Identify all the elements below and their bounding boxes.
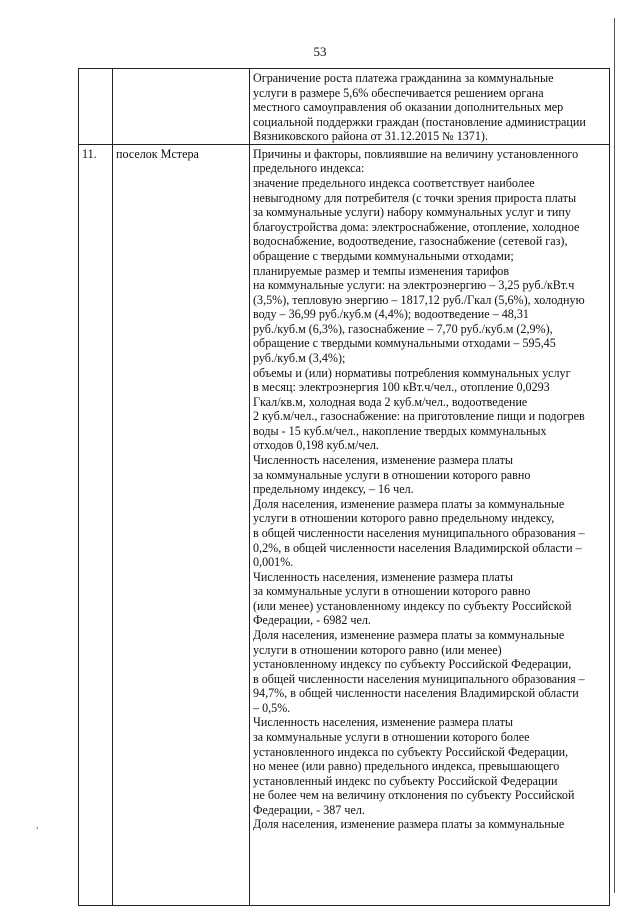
text-line: невыгодному для потребителя (с точки зрения прироста платы — [253, 190, 577, 205]
text-line: Федерации, - 387 чел. — [253, 802, 365, 817]
text-line: Численность населения, изменение размера платы — [253, 453, 513, 468]
text-line: отходов 0,198 куб.м/чел. — [253, 438, 379, 453]
text-line: объемы и (или) нормативы потребления коммунальных услуг — [253, 365, 571, 380]
text-line: местного самоуправления об оказании дополнительных мер — [253, 100, 564, 115]
scan-edge-line — [614, 18, 615, 893]
text-line: услуги в размере 5,6% обеспечивается решением органа — [253, 85, 544, 100]
text-line: (3,5%), тепловую энергию – 1817,12 руб./Гкал (5,6%), холодную — [253, 292, 585, 307]
text-line: значение предельного индекса соответствует наиболее — [253, 176, 535, 191]
table-row-continuation — [79, 69, 610, 145]
text-line: Федерации, - 6982 чел. — [253, 613, 371, 628]
text-line: установленный индекс по субъекту Российской Федерации — [253, 773, 558, 788]
text-line: установленного индекса по субъекту Российской Федерации, — [253, 744, 569, 759]
text-line: 94,7%, в общей численности населения Владимирской области — [253, 686, 579, 701]
text-line: планируемые размер и темпы изменения тарифов — [253, 263, 510, 278]
text-line: руб./куб.м (3,4%); — [253, 350, 346, 365]
text-line: в общей численности населения муниципального образования – — [253, 525, 585, 540]
table-row-11 — [79, 144, 610, 905]
text-line: Численность населения, изменение размера платы — [253, 569, 513, 584]
text-line: благоустройства дома: электроснабжение, отопление, холодное — [253, 219, 580, 234]
text-line: 0,2%, в общей численности населения Владимирской области – — [253, 540, 582, 555]
text-line: Доля населения, изменение размера платы за коммунальные — [253, 496, 565, 511]
text-line: Доля населения, изменение размера платы за коммунальные — [253, 627, 565, 642]
scan-mark: , — [36, 820, 39, 831]
text-line: в общей численности населения муниципального образования – — [253, 671, 585, 686]
text-line: за коммунальные услуги в отношении которого равно — [253, 467, 531, 482]
text-line: социальной поддержки граждан (постановление администрации — [253, 114, 586, 129]
text-line: Гкал/кв.м, холодная вода 2 куб.м/чел., водоотведение — [253, 394, 528, 409]
tariff-table — [78, 68, 610, 906]
text-line: (или менее) установленному индексу по субъекту Российской — [253, 598, 572, 613]
text-line: Вязниковского района от 31.12.2015 № 1371). — [253, 129, 488, 144]
text-line: 2 куб.м/чел., газоснабжение: на приготовление пищи и подогрев — [253, 409, 585, 424]
text-line: но менее (или равно) предельного индекса, превышающего — [253, 759, 560, 774]
text-line: Доля населения, изменение размера платы за коммунальные — [253, 817, 565, 832]
description-cell — [250, 144, 610, 905]
text-line: 0,001%. — [253, 555, 294, 570]
text-line: на коммунальные услуги: на электроэнергию – 3,25 руб./кВт.ч — [253, 278, 575, 293]
text-line: предельного индекса: — [253, 161, 365, 176]
text-line: установленному индексу по субъекту Российской Федерации, — [253, 657, 572, 672]
text-line: предельному индексу, – 16 чел. — [253, 482, 414, 497]
settlement-cell: поселок Мстера — [113, 144, 250, 905]
text-line: водоснабжение, водоотведение, газоснабжение (сетевой газ), — [253, 234, 568, 249]
text-line: обращение с твердыми коммунальными отходами – 595,45 — [253, 336, 556, 351]
text-line: услуги в отношении которого равно (или менее) — [253, 642, 502, 657]
text-line: Численность населения, изменение размера платы — [253, 715, 513, 730]
text-line: Причины и факторы, повлиявшие на величину установленного — [253, 146, 579, 161]
text-line: за коммунальные услуги в отношении которого равно — [253, 584, 531, 599]
row-number-cell — [79, 69, 113, 145]
text-line: обращение с твердыми коммунальными отходами; — [253, 248, 514, 263]
description-cell — [250, 69, 610, 145]
text-line: – 0,5%. — [253, 700, 291, 715]
text-line: воды - 15 куб.м/чел., накопление твердых коммунальных — [253, 423, 547, 438]
text-line: за коммунальные услуги в отношении которого более — [253, 730, 530, 745]
text-line: в месяц: электроэнергия 100 кВт.ч/чел., отопление 0,0293 — [253, 380, 550, 395]
row-number-cell: 11. — [79, 144, 113, 905]
text-line: руб./куб.м (6,3%), газоснабжение – 7,70 руб./куб.м (2,9%), — [253, 321, 553, 336]
text-line: услуги в отношении которого равно предельному индексу, — [253, 511, 555, 526]
text-line: не более чем на величину отклонения по субъекту Российской — [253, 788, 575, 803]
text-line: за коммунальные услуги) набору коммунальных услуг и типу — [253, 205, 571, 220]
text-line: Ограничение роста платежа гражданина за коммунальные — [253, 71, 554, 85]
settlement-cell — [113, 69, 250, 145]
page-number: 53 — [313, 44, 327, 59]
text-line: воду – 36,99 руб./куб.м (4,4%); водоотведение – 48,31 — [253, 307, 529, 322]
